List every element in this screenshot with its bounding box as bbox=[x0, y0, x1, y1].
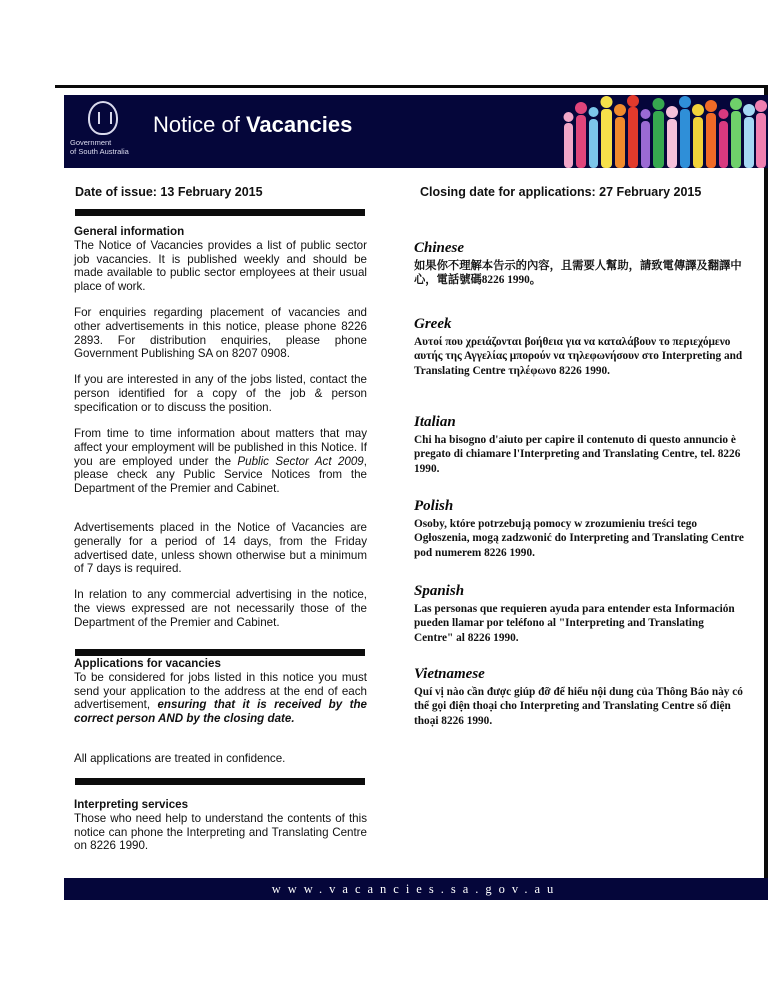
language-block-italian bbox=[414, 414, 744, 476]
footer-banner bbox=[64, 878, 768, 900]
section-divider bbox=[75, 778, 365, 785]
interpreting-heading: Interpreting services bbox=[74, 798, 189, 811]
government-logo-text bbox=[70, 139, 129, 156]
language-message: Osoby, które potrzebują pomocy w zrozumieniu treści tego Ogłoszenia, mogą zadzwonić do Interpreting and Translating Centre pod numerem 8226 1990. bbox=[414, 518, 744, 559]
language-name: Chinese bbox=[414, 240, 465, 256]
applications-section bbox=[74, 657, 367, 726]
language-name: Spanish bbox=[414, 583, 465, 599]
language-block-vietnamese bbox=[414, 666, 744, 728]
language-name: Polish bbox=[414, 498, 454, 514]
applications-text: To be considered for jobs listed in this notice you must send your application to the address at the end of each advertisement, bbox=[74, 670, 367, 712]
language-block-polish bbox=[414, 498, 744, 560]
language-block-chinese bbox=[414, 240, 744, 288]
language-block-spanish bbox=[414, 583, 744, 645]
language-name: Italian bbox=[414, 414, 456, 430]
interpreting-body: Those who need help to understand the contents of this notice can phone the Interpreting and Translating Centre on 8226 1990. bbox=[74, 811, 367, 853]
p4-text-a: From time to time information about matters that may affect your employment will be published in this Notice. If you are employed under the bbox=[74, 427, 367, 468]
language-message: Chi ha bisogno d'aiuto per capire il contenuto di questo annuncio è pregato di chiamare l'Interpreting and Translating Centre, tel. 8226 1990. bbox=[414, 434, 741, 475]
confidentiality-note: All applications are treated in confidence. bbox=[74, 752, 286, 765]
logo-line-1: Government bbox=[70, 138, 112, 147]
footer-website-link[interactable]: www.vacancies.sa.gov.au bbox=[271, 882, 561, 896]
general-information-heading: General information bbox=[74, 225, 185, 238]
header-banner bbox=[64, 95, 768, 168]
language-name: Greek bbox=[414, 316, 452, 332]
closing-date: Closing date for applications: 27 February 2015 bbox=[420, 185, 702, 199]
general-paragraph-1: The Notice of Vacancies provides a list of public sector job vacancies. It is published weekly and should be made available to public sector employees at their usual place of work. bbox=[74, 238, 367, 294]
language-message: Αυτοί που χρειάζονται βοήθεια για να καταλάβουν το περιεχόμενο αυτής της Αγγελίας μπορούν να τηλεφωνήσουν στο Interpreting and Translating Centre τηλέφωνο 8226 1990. bbox=[414, 336, 743, 377]
right-rule bbox=[764, 85, 768, 900]
applications-emphasis: ensuring that it is received by the correct person AND by the closing date. bbox=[74, 698, 368, 726]
language-block-greek bbox=[414, 316, 744, 378]
language-message: Quí vị nào cần được giúp đỡ để hiểu nội dung của Thông Báo này có thể gọi điện thoại cho Interpreting and Translating Centre số điện thoại 8226 1990. bbox=[414, 686, 743, 727]
language-name: Vietnamese bbox=[414, 666, 485, 682]
applications-body bbox=[74, 671, 367, 726]
p4-text-b: , please check any Public Service Notices from the Department of the Premier and Cabinet. bbox=[74, 454, 367, 496]
government-crest-icon bbox=[88, 101, 118, 135]
general-paragraph-2: For enquiries regarding placement of vacancies and other advertisements in this notice, please phone 8226 2893. For distribution enquiries, please phone Government Publishing SA on 8207 0908. bbox=[74, 306, 367, 361]
title-regular: Notice of bbox=[153, 112, 246, 137]
general-paragraph-3: If you are interested in any of the jobs listed, contact the person identified for a copy of the job & person specification or to discuss the position. bbox=[74, 373, 367, 414]
language-message: 如果你不理解本告示的內容，且需要人幫助，請致電傳譯及翻譯中心，電話號碼8226 1990。 bbox=[414, 260, 742, 287]
logo-line-2: of South Australia bbox=[70, 146, 129, 156]
page-title bbox=[153, 112, 352, 138]
language-message: Las personas que requieren ayuda para entender esta Información pueden llamar por teléfono al "Interpreting and Translating Centre" al 8226 1990. bbox=[414, 603, 735, 644]
section-divider bbox=[75, 209, 365, 216]
general-paragraph-5: Advertisements placed in the Notice of Vacancies are generally for a period of 14 days, from the Friday advertised date, unless shown otherwise but a minimum of 7 days is required. bbox=[74, 521, 367, 576]
people-silhouettes-graphic bbox=[556, 95, 768, 168]
p4-act-name: Public Sector Act 2009 bbox=[237, 454, 364, 468]
general-paragraph-6: In relation to any commercial advertising in the notice, the views expressed are not necessarily those of the Department of the Premier and Cabinet. bbox=[74, 588, 367, 629]
interpreting-section bbox=[74, 798, 367, 853]
title-bold: Vacancies bbox=[245, 112, 353, 137]
section-divider bbox=[75, 649, 365, 656]
issue-date: Date of issue: 13 February 2015 bbox=[75, 185, 263, 199]
top-rule bbox=[55, 85, 768, 88]
applications-heading: Applications for vacancies bbox=[74, 657, 221, 670]
general-information-section bbox=[74, 225, 367, 294]
general-paragraph-4 bbox=[74, 427, 367, 496]
